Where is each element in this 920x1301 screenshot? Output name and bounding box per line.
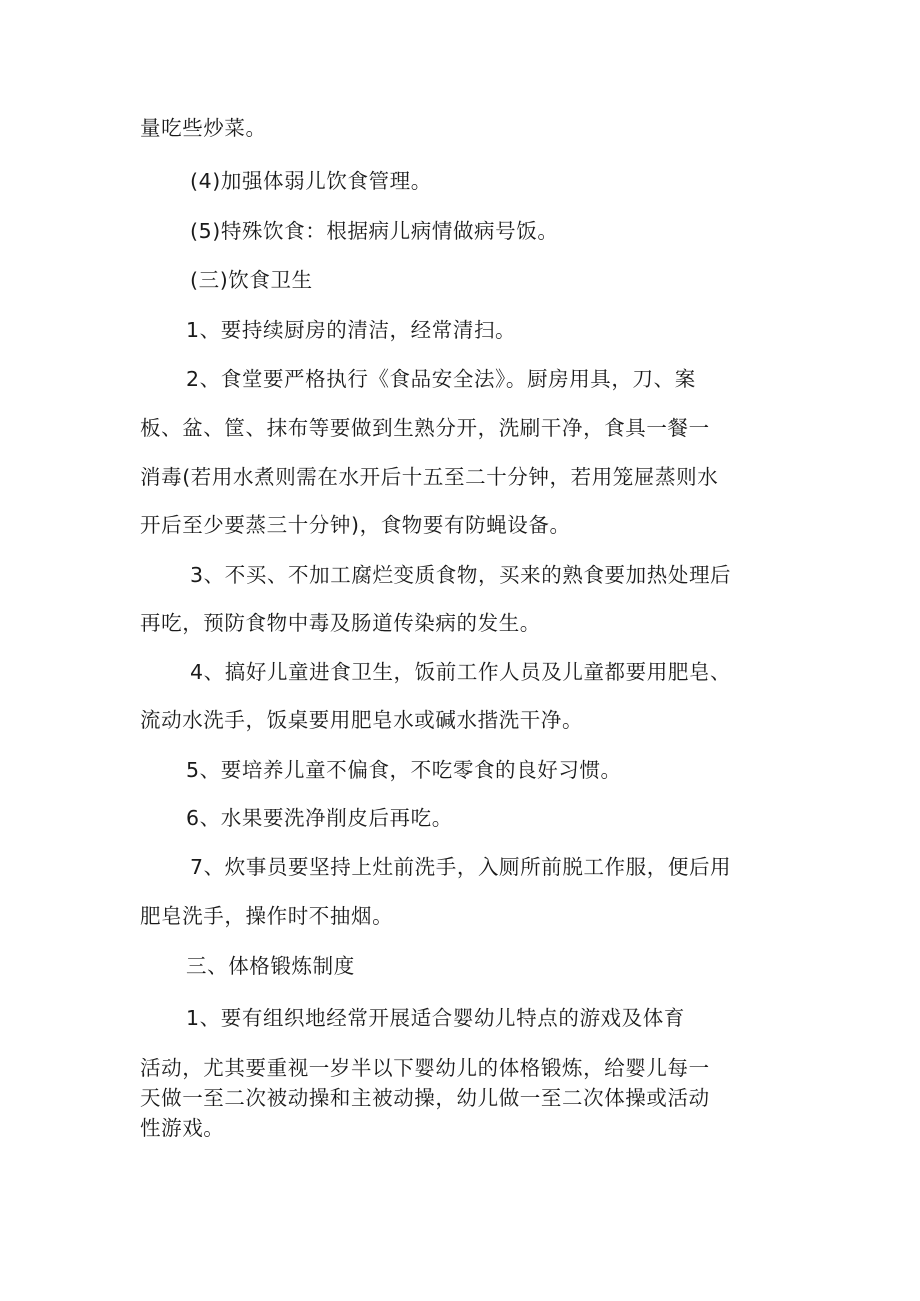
text-line: 再吃，预防食物中毒及肠道传染病的发生。	[140, 611, 541, 635]
text-line: 3、不买、不加工腐烂变质食物，买来的熟食要加热处理后	[190, 563, 732, 587]
section-heading: 三、体格锻炼制度	[186, 954, 355, 978]
text-line: 消毒(若用水煮则需在水开后十五至二十分钟，若用笼屉蒸则水	[140, 465, 719, 489]
text-line: 活动，尤其要重视一岁半以下婴幼儿的体格锻炼，给婴儿每一	[140, 1056, 710, 1080]
text-line: 性游戏。	[140, 1116, 225, 1140]
text-line: 板、盆、筐、抹布等要做到生熟分开，洗刷干净，食具一餐一	[140, 416, 710, 440]
text-line: 天做一至二次被动操和主被动操，幼儿做一至二次体操或活动	[140, 1086, 710, 1110]
section-heading: (三)饮食卫生	[190, 268, 313, 292]
text-line: 1、要持续厨房的清洁，经常清扫。	[186, 318, 517, 342]
text-line: (5)特殊饮食：根据病儿病情做病号饭。	[190, 219, 559, 243]
text-line: 流动水洗手，饭桌要用肥皂水或碱水揩洗干净。	[140, 708, 584, 732]
text-line: 1、要有组织地经常开展适合婴幼儿特点的游戏及体育	[186, 1006, 685, 1030]
text-line: 4、搞好儿童进食卫生，饭前工作人员及儿童都要用肥皂、	[190, 660, 732, 684]
text-line: 2、食堂要严格执行《食品安全法》。厨房用具，刀、案	[186, 367, 696, 391]
text-line: 7、炊事员要坚持上灶前洗手，入厕所前脱工作服，便后用	[190, 855, 732, 879]
text-line: 5、要培养儿童不偏食，不吃零食的良好习惯。	[186, 758, 622, 782]
text-line: 肥皂洗手，操作时不抽烟。	[140, 904, 394, 928]
text-line: (4)加强体弱儿饮食管理。	[190, 169, 432, 193]
text-line: 6、水果要洗净削皮后再吃。	[186, 806, 453, 830]
text-line: 开后至少要蒸三十分钟)，食物要有防蝇设备。	[140, 513, 571, 537]
text-line: 量吃些炒菜。	[140, 116, 267, 140]
